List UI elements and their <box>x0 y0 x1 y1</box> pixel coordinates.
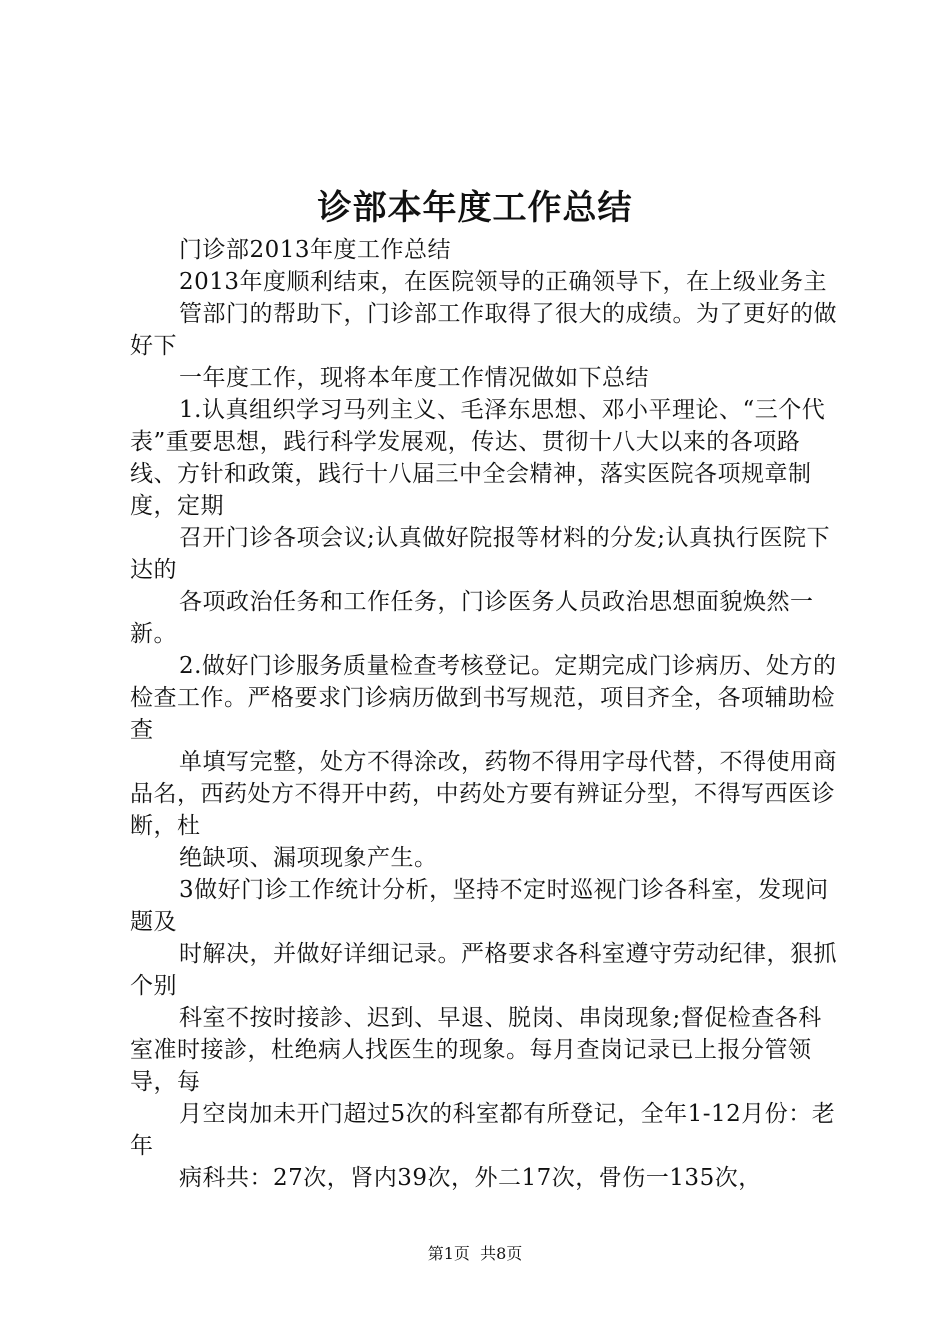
page-total: 共8页 <box>480 1244 523 1263</box>
paragraph: 门诊部2013年度工作总结 <box>179 237 452 263</box>
paragraph: 2013年度顺利结束，在医院领导的正确领导下，在上级业务主 <box>179 269 828 295</box>
paragraph: 病科共：27次，肾内39次，外二17次，骨伤一135次， <box>179 1165 762 1191</box>
page-footer <box>0 1243 950 1265</box>
paragraph: 3做好门诊工作统计分析，坚持不定时巡视门诊各科室，发现问题及 <box>130 877 829 935</box>
document-title: 诊部本年度工作总结 <box>317 188 633 228</box>
paragraph: 1.认真组织学习马列主义、毛泽东思想、邓小平理论、“三个代表”重要思想，践行科学发展观，传达、贯彻十八大以来的各项路线、方针和政策，践行十八届三中全会精神，落实医院各项规章制度，定期 <box>130 397 826 519</box>
page-number: 第1页 <box>427 1244 470 1263</box>
paragraph: 召开门诊各项会议;认真做好院报等材料的分发;认真执行医院下达的 <box>130 525 830 583</box>
paragraph: 单填写完整，处方不得涂改，药物不得用字母代替，不得使用商品名，西药处方不得开中药，中药处方要有辨证分型，不得写西医诊断，杜 <box>130 749 837 839</box>
document-body <box>130 234 842 1194</box>
paragraph: 一年度工作，现将本年度工作情况做如下总结 <box>179 365 649 391</box>
paragraph: 管部门的帮助下，门诊部工作取得了很大的成绩。为了更好的做好下 <box>130 301 837 359</box>
paragraph: 2.做好门诊服务质量检查考核登记。定期完成门诊病历、处方的检查工作。严格要求门诊病历做到书写规范，项目齐全，各项辅助检查 <box>130 653 837 743</box>
paragraph: 绝缺项、漏项现象产生。 <box>179 845 438 871</box>
paragraph: 各项政治任务和工作任务，门诊医务人员政治思想面貌焕然一新。 <box>130 589 814 647</box>
paragraph: 时解决，并做好详细记录。严格要求各科室遵守劳动纪律，狠抓个别 <box>130 941 837 999</box>
paragraph: 科室不按时接診、迟到、早退、脱岗、串岗现象;督促检查各科室准时接診，杜绝病人找医生的现象。每月查岗记录已上报分管领导，每 <box>130 1005 822 1095</box>
paragraph: 月空岗加未开门超过5次的科室都有所登记，全年1-12月份：老年 <box>130 1101 836 1159</box>
